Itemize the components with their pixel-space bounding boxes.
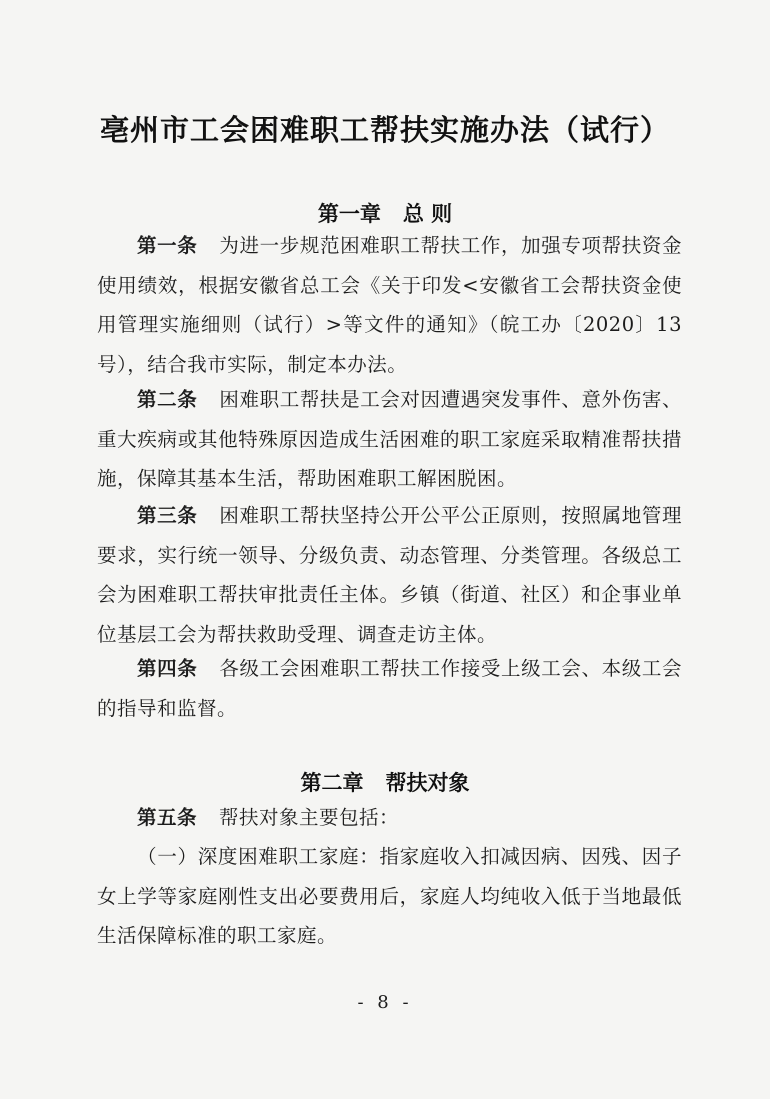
article-3 (97, 496, 682, 654)
chapter-heading-1 (0, 198, 770, 228)
article-label: 第一条 (137, 234, 198, 257)
article-2 (97, 380, 682, 499)
article-label: 第二条 (137, 388, 198, 411)
page-number: - 8 - (357, 992, 413, 1013)
article-text: 为进一步规范困难职工帮扶工作，加强专项帮扶资金使用绩效，根据安徽省总工会《关于印发<安徽省工会帮扶资金使用管理实施细则（试行）>等文件的通知》（皖工办〔2020〕13号），结合我市实际，制定本办法。 (97, 234, 682, 376)
article-text: 帮扶对象主要包括： (219, 806, 400, 829)
article-label: 第五条 (137, 806, 198, 829)
chapter-name: 总 则 (402, 201, 453, 226)
document-title: 亳州市工会困难职工帮扶实施办法（试行） (99, 113, 670, 147)
chapter-label: 第二章 (300, 770, 364, 795)
article-label: 第四条 (137, 657, 198, 680)
article-text: 各级工会困难职工帮扶工作接受上级工会、本级工会的指导和监督。 (97, 657, 682, 720)
article-1 (97, 226, 682, 384)
article-label: 第三条 (137, 504, 198, 527)
article-4 (97, 649, 682, 728)
chapter-name: 帮扶对象 (385, 770, 470, 795)
chapter-label: 第一章 (317, 201, 381, 226)
item-text: （一）深度困难职工家庭：指家庭收入扣减因病、因残、因子女上学等家庭刚性支出必要费用后，家庭人均纯收入低于当地最低生活保障标准的职工家庭。 (97, 845, 682, 947)
article-text: 困难职工帮扶坚持公开公平公正原则，按照属地管理要求，实行统一领导、分级负责、动态管理、分类管理。各级总工会为困难职工帮扶审批责任主体。乡镇（街道、社区）和企事业单位基层工会为帮扶救助受理、调查走访主体。 (97, 504, 682, 646)
article-text: 困难职工帮扶是工会对因遭遇突发事件、意外伤害、重大疾病或其他特殊原因造成生活困难的职工家庭采取精准帮扶措施，保障其基本生活，帮助困难职工解困脱困。 (97, 388, 682, 490)
article-5 (97, 798, 682, 838)
chapter-heading-2 (0, 767, 770, 797)
item-1 (97, 837, 682, 956)
